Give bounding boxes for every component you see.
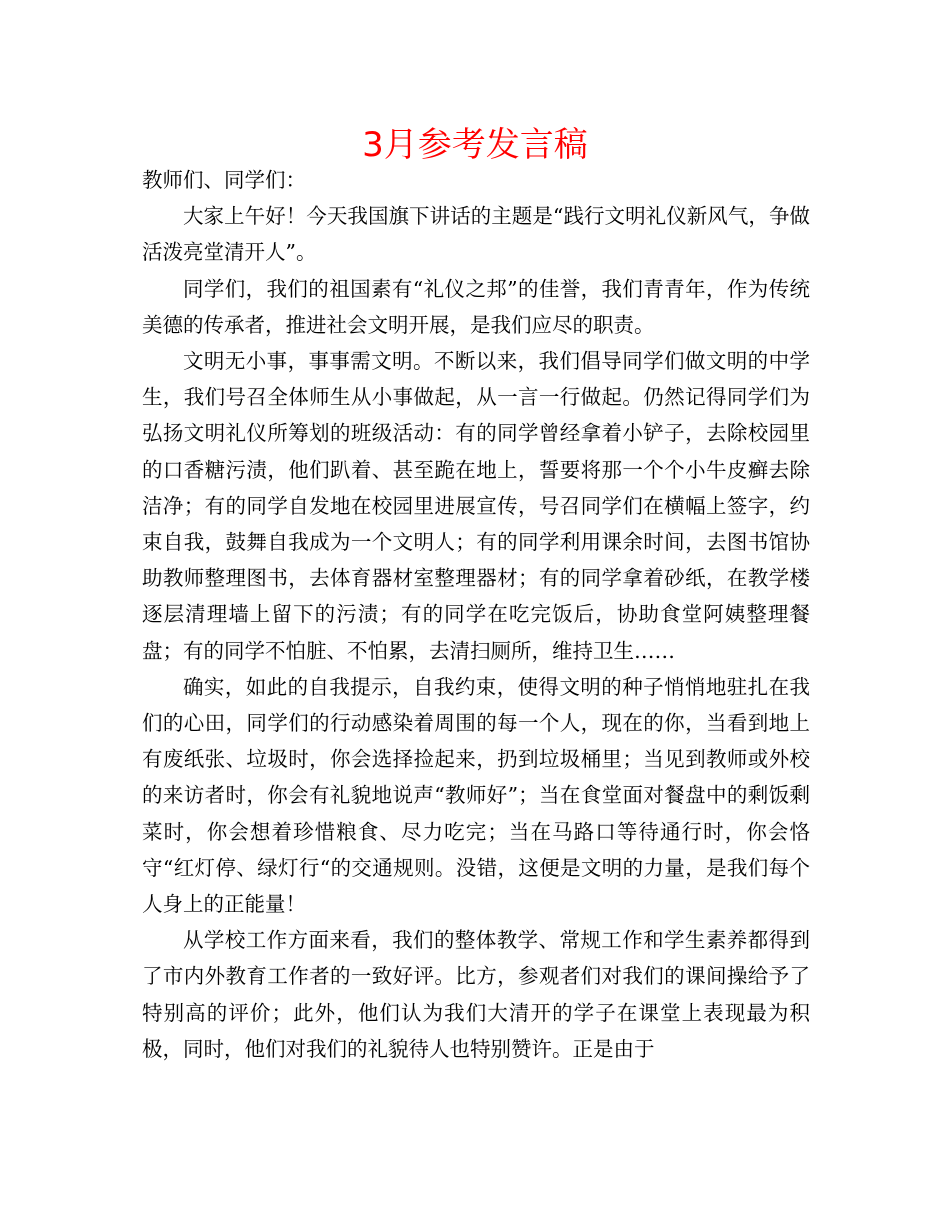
salutation: 教师们、同学们： bbox=[142, 168, 306, 192]
paragraph-4: 确实，如此的自我提示，自我约束，使得文明的种子悄悄地驻扎在我们的心田，同学们的行动感染着周围的每一个人，现在的你，当看到地上有废纸张、垃圾时，你会选择捡起来，扔到垃圾桶里；当见到教师或外校的来访者时，你会有礼貌地说声“教师好”；当在食堂面对餐盘中的剩饭剩菜时，你会想着珍惜粮食、尽力吃完；当在马路口等待通行时，你会恪守“红灯停、绿灯行“的交通规则。没错，这便是文明的力量，是我们每个人身上的正能量！ bbox=[142, 674, 810, 917]
paragraph-3: 文明无小事，事事需文明。不断以来，我们倡导同学们做文明的中学生，我们号召全体师生从小事做起，从一言一行做起。仍然记得同学们为弘扬文明礼仪所筹划的班级活动：有的同学曾经拿着小铲子，去除校园里的口香糖污渍，他们趴着、甚至跪在地上，誓要将那一个个小牛皮癣去除洁净；有的同学自发地在校园里进展宣传，号召同学们在横幅上签字，约束自我，鼓舞自我成为一个文明人；有的同学利用课余时间，去图书馆协助教师整理图书，去体育器材室整理器材；有的同学拿着砂纸，在教学楼逐层清理墙上留下的污渍；有的同学在吃完饭后，协助食堂阿姨整理餐盘；有的同学不怕脏、不怕累，去清扫厕所，维持卫生…… bbox=[142, 349, 810, 663]
paragraph-1: 大家上午好！今天我国旗下讲话的主题是“践行文明礼仪新风气，争做活泼亮堂清开人”。 bbox=[142, 204, 810, 265]
paragraph-2: 同学们，我们的祖国素有“礼仪之邦”的佳誉，我们青青年，作为传统美德的传承者，推进社会文明开展，是我们应尽的职责。 bbox=[142, 276, 810, 337]
document-body bbox=[142, 162, 810, 1067]
paragraph-5: 从学校工作方面来看，我们的整体教学、常规工作和学生素养都得到了市内外教育工作者的一致好评。比方，参观者们对我们的课间操给予了特别高的评价；此外，他们认为我们大清开的学子在课堂上表现最为积极，同时，他们对我们的礼貌待人也特别赞许。正是由于 bbox=[142, 928, 810, 1061]
document-title: 3月参考发言稿 bbox=[362, 125, 588, 165]
